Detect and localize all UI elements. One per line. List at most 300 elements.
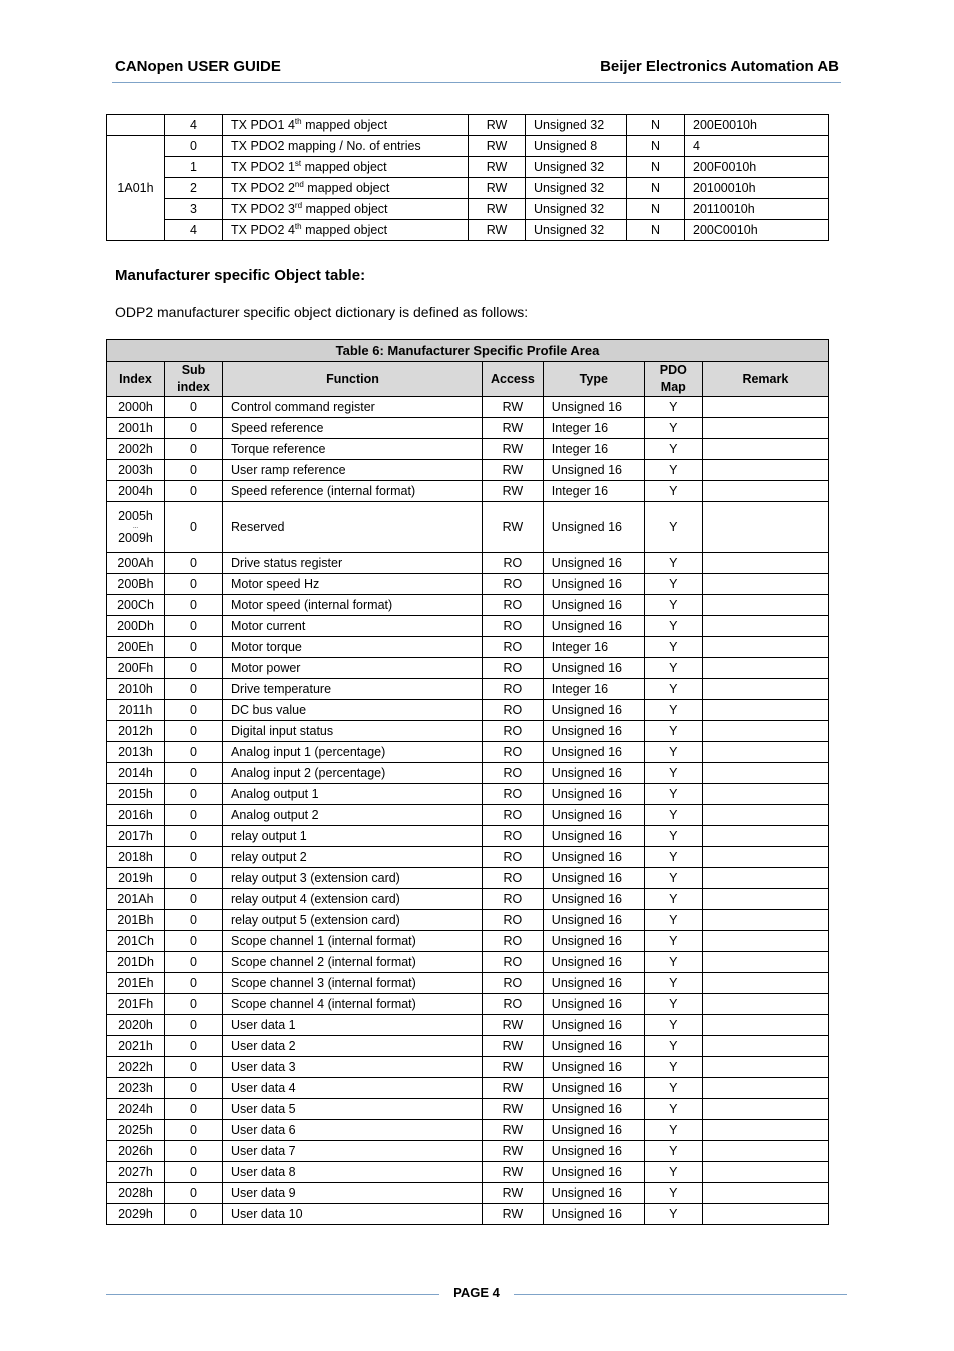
access-cell: RO (483, 679, 544, 700)
table-row (107, 1057, 829, 1078)
function-cell: Analog output 2 (223, 805, 483, 826)
pdo-cell: N (627, 115, 685, 136)
subindex-cell: 0 (165, 889, 223, 910)
type-cell: Unsigned 16 (543, 889, 644, 910)
subindex-cell: 0 (165, 502, 223, 553)
subindex-cell: 0 (165, 658, 223, 679)
index-cell: 2013h (107, 742, 165, 763)
function-cell: Motor speed (internal format) (223, 595, 483, 616)
remark-cell (702, 574, 828, 595)
access-cell: RO (483, 994, 544, 1015)
index-cell: 2010h (107, 679, 165, 700)
index-cell: 2003h (107, 460, 165, 481)
remark-cell (702, 910, 828, 931)
index-cell: 2016h (107, 805, 165, 826)
table-row (107, 637, 829, 658)
page-number: PAGE 4 (453, 1285, 500, 1300)
table-row (107, 742, 829, 763)
type-cell: Unsigned 16 (543, 721, 644, 742)
table-row (107, 481, 829, 502)
remark-cell (702, 952, 828, 973)
table-header-row (107, 362, 829, 397)
index-cell: 2012h (107, 721, 165, 742)
subindex-cell: 0 (165, 1036, 223, 1057)
subindex-cell: 0 (165, 994, 223, 1015)
remark-cell (702, 397, 828, 418)
index-cell: 2018h (107, 847, 165, 868)
remark-cell (702, 418, 828, 439)
index-cell: 2024h (107, 1099, 165, 1120)
subindex-cell: 0 (165, 742, 223, 763)
function-cell: TX PDO2 mapping / No. of entries (223, 136, 469, 157)
footer-divider-right (514, 1294, 847, 1295)
access-cell: RW (483, 439, 544, 460)
tx-pdo-mapping-table (106, 114, 829, 241)
access-cell: RW (483, 502, 544, 553)
table-row (107, 157, 829, 178)
table-row (107, 1015, 829, 1036)
subindex-cell: 0 (165, 1204, 223, 1225)
type-cell: Unsigned 16 (543, 700, 644, 721)
index-cell: 2014h (107, 763, 165, 784)
remark-cell (702, 931, 828, 952)
access-cell: RW (469, 157, 526, 178)
index-cell: 200Fh (107, 658, 165, 679)
remark-cell (702, 889, 828, 910)
access-cell: RW (483, 1036, 544, 1057)
table-row (107, 679, 829, 700)
header-subindex: Sub index (165, 362, 223, 397)
function-cell: relay output 5 (extension card) (223, 910, 483, 931)
type-cell: Unsigned 16 (543, 1036, 644, 1057)
function-cell: User data 9 (223, 1183, 483, 1204)
function-cell: Analog input 1 (percentage) (223, 742, 483, 763)
type-cell: Unsigned 32 (526, 178, 627, 199)
type-cell: Unsigned 16 (543, 1120, 644, 1141)
pdo-cell: N (627, 178, 685, 199)
function-cell: Speed reference (223, 418, 483, 439)
index-cell: 2025h (107, 1120, 165, 1141)
function-cell: Torque reference (223, 439, 483, 460)
subindex-cell: 0 (165, 1015, 223, 1036)
function-cell: relay output 1 (223, 826, 483, 847)
subindex-cell: 1 (165, 157, 223, 178)
access-cell: RO (483, 826, 544, 847)
table-row (107, 658, 829, 679)
access-cell: RW (469, 178, 526, 199)
function-cell: User data 1 (223, 1015, 483, 1036)
table-row (107, 616, 829, 637)
index-cell: 2026h (107, 1141, 165, 1162)
table-row (107, 136, 829, 157)
pdo-cell: Y (644, 679, 702, 700)
type-cell: Unsigned 16 (543, 1078, 644, 1099)
default-cell: 200C0010h (685, 220, 829, 241)
table-row (107, 784, 829, 805)
function-cell: TX PDO2 4th mapped object (223, 220, 469, 241)
index-cell: 2004h (107, 481, 165, 502)
access-cell: RW (483, 1078, 544, 1099)
index-cell: 200Bh (107, 574, 165, 595)
pdo-cell: Y (644, 973, 702, 994)
document-title: CANopen USER GUIDE (115, 58, 281, 75)
table-row (107, 397, 829, 418)
function-cell: Motor power (223, 658, 483, 679)
index-cell: 2019h (107, 868, 165, 889)
type-cell: Unsigned 32 (526, 157, 627, 178)
remark-cell (702, 994, 828, 1015)
index-cell: 2015h (107, 784, 165, 805)
subindex-cell: 0 (165, 418, 223, 439)
subindex-cell: 0 (165, 1078, 223, 1099)
subindex-cell: 0 (165, 679, 223, 700)
function-cell: Scope channel 2 (internal format) (223, 952, 483, 973)
type-cell: Unsigned 16 (543, 1183, 644, 1204)
intro-text: ODP2 manufacturer specific object dictionary is defined as follows: (115, 304, 529, 320)
index-cell: 2001h (107, 418, 165, 439)
remark-cell (702, 595, 828, 616)
subindex-cell: 2 (165, 178, 223, 199)
subindex-cell: 4 (165, 115, 223, 136)
pdo-cell: Y (644, 700, 702, 721)
table-row (107, 1120, 829, 1141)
function-cell: User data 2 (223, 1036, 483, 1057)
table-row (107, 1078, 829, 1099)
type-cell: Unsigned 16 (543, 397, 644, 418)
access-cell: RO (483, 805, 544, 826)
pdo-cell: Y (644, 502, 702, 553)
table-row (107, 220, 829, 241)
function-cell: User data 8 (223, 1162, 483, 1183)
type-cell: Unsigned 16 (543, 973, 644, 994)
table-row (107, 994, 829, 1015)
access-cell: RW (469, 199, 526, 220)
subindex-cell: 0 (165, 595, 223, 616)
pdo-cell: Y (644, 805, 702, 826)
table-row (107, 910, 829, 931)
table-row (107, 418, 829, 439)
table-row (107, 973, 829, 994)
remark-cell (702, 868, 828, 889)
pdo-cell: N (627, 136, 685, 157)
function-cell: User data 6 (223, 1120, 483, 1141)
type-cell: Unsigned 16 (543, 1057, 644, 1078)
pdo-cell: Y (644, 1057, 702, 1078)
type-cell: Unsigned 16 (543, 868, 644, 889)
function-cell: TX PDO2 2nd mapped object (223, 178, 469, 199)
function-cell: Drive temperature (223, 679, 483, 700)
type-cell: Integer 16 (543, 637, 644, 658)
pdo-cell: Y (644, 1099, 702, 1120)
pdo-cell: Y (644, 460, 702, 481)
type-cell: Unsigned 16 (543, 595, 644, 616)
subindex-cell: 0 (165, 1141, 223, 1162)
access-cell: RW (483, 1204, 544, 1225)
pdo-cell: Y (644, 847, 702, 868)
remark-cell (702, 439, 828, 460)
index-cell: 201Eh (107, 973, 165, 994)
access-cell: RO (483, 700, 544, 721)
type-cell: Unsigned 16 (543, 1141, 644, 1162)
index-cell: 2021h (107, 1036, 165, 1057)
type-cell: Unsigned 16 (543, 1204, 644, 1225)
pdo-cell: Y (644, 439, 702, 460)
subindex-cell: 0 (165, 868, 223, 889)
subindex-cell: 0 (165, 952, 223, 973)
access-cell: RO (483, 973, 544, 994)
index-cell: 201Dh (107, 952, 165, 973)
table-row (107, 1036, 829, 1057)
pdo-cell: N (627, 157, 685, 178)
table-row (107, 805, 829, 826)
index-cell: 201Ch (107, 931, 165, 952)
type-cell: Integer 16 (543, 418, 644, 439)
index-range-dots: ... (132, 524, 138, 530)
table-row (107, 178, 829, 199)
index-cell: 1A01h (107, 136, 165, 241)
remark-cell (702, 1204, 828, 1225)
function-cell: User data 4 (223, 1078, 483, 1099)
pdo-cell: Y (644, 868, 702, 889)
footer-divider-left (106, 1294, 439, 1295)
access-cell: RW (483, 418, 544, 439)
table-row (107, 847, 829, 868)
remark-cell (702, 763, 828, 784)
subindex-cell: 0 (165, 1183, 223, 1204)
remark-cell (702, 1120, 828, 1141)
subindex-cell: 0 (165, 847, 223, 868)
subindex-cell: 0 (165, 460, 223, 481)
table-row (107, 439, 829, 460)
pdo-cell: Y (644, 1036, 702, 1057)
remark-cell (702, 1183, 828, 1204)
type-cell: Unsigned 16 (543, 1099, 644, 1120)
type-cell: Unsigned 16 (543, 847, 644, 868)
function-cell: TX PDO2 3rd mapped object (223, 199, 469, 220)
remark-cell (702, 847, 828, 868)
subindex-cell: 0 (165, 574, 223, 595)
index-range-start: 2005h (118, 509, 153, 523)
pdo-cell: Y (644, 397, 702, 418)
type-cell: Unsigned 16 (543, 574, 644, 595)
access-cell: RW (469, 136, 526, 157)
remark-cell (702, 805, 828, 826)
access-cell: RO (483, 952, 544, 973)
type-cell: Unsigned 16 (543, 1162, 644, 1183)
index-cell: 2022h (107, 1057, 165, 1078)
table-row (107, 1099, 829, 1120)
function-cell: Speed reference (internal format) (223, 481, 483, 502)
index-cell: 2028h (107, 1183, 165, 1204)
pdo-cell: Y (644, 952, 702, 973)
pdo-cell: N (627, 199, 685, 220)
default-cell: 20100010h (685, 178, 829, 199)
table-row-reserved (107, 502, 829, 553)
function-cell: Motor torque (223, 637, 483, 658)
index-cell: 2029h (107, 1204, 165, 1225)
pdo-cell: Y (644, 763, 702, 784)
table-row (107, 868, 829, 889)
company-name: Beijer Electronics Automation AB (600, 58, 839, 75)
index-cell: 2023h (107, 1078, 165, 1099)
function-cell: Reserved (223, 502, 483, 553)
access-cell: RO (483, 742, 544, 763)
index-range-end: 2009h (118, 531, 153, 545)
table-row (107, 1141, 829, 1162)
pdo-cell: Y (644, 1078, 702, 1099)
remark-cell (702, 1099, 828, 1120)
remark-cell (702, 721, 828, 742)
remark-cell (702, 1057, 828, 1078)
type-cell: Unsigned 32 (526, 220, 627, 241)
remark-cell (702, 616, 828, 637)
pdo-cell: Y (644, 481, 702, 502)
access-cell: RW (483, 1141, 544, 1162)
remark-cell (702, 826, 828, 847)
function-cell: relay output 3 (extension card) (223, 868, 483, 889)
pdo-cell: Y (644, 889, 702, 910)
access-cell: RO (483, 574, 544, 595)
pdo-cell: Y (644, 595, 702, 616)
subindex-cell: 0 (165, 826, 223, 847)
index-cell: 200Ah (107, 553, 165, 574)
type-cell: Unsigned 16 (543, 784, 644, 805)
pdo-cell: Y (644, 553, 702, 574)
function-cell: Drive status register (223, 553, 483, 574)
table-row (107, 1162, 829, 1183)
type-cell: Unsigned 16 (543, 952, 644, 973)
default-cell: 20110010h (685, 199, 829, 220)
index-cell: 201Bh (107, 910, 165, 931)
remark-cell (702, 502, 828, 553)
pdo-cell: Y (644, 574, 702, 595)
function-cell: User data 10 (223, 1204, 483, 1225)
type-cell: Unsigned 16 (543, 805, 644, 826)
function-cell: Scope channel 1 (internal format) (223, 931, 483, 952)
subindex-cell: 0 (165, 910, 223, 931)
function-cell: Scope channel 3 (internal format) (223, 973, 483, 994)
table-row (107, 199, 829, 220)
subindex-cell: 0 (165, 700, 223, 721)
pdo-cell: Y (644, 1183, 702, 1204)
table-row (107, 1204, 829, 1225)
subindex-cell: 0 (165, 1162, 223, 1183)
table-row (107, 115, 829, 136)
pdo-cell: Y (644, 1015, 702, 1036)
index-cell: 200Eh (107, 637, 165, 658)
index-cell: 2000h (107, 397, 165, 418)
subindex-cell: 0 (165, 721, 223, 742)
index-cell: 2011h (107, 700, 165, 721)
access-cell: RW (483, 1057, 544, 1078)
remark-cell (702, 1036, 828, 1057)
subindex-cell: 0 (165, 805, 223, 826)
pdo-cell: Y (644, 1141, 702, 1162)
remark-cell (702, 784, 828, 805)
table-row (107, 1183, 829, 1204)
function-cell: TX PDO1 4th mapped object (223, 115, 469, 136)
header-remark: Remark (702, 362, 828, 397)
table-row (107, 460, 829, 481)
pdo-cell: Y (644, 742, 702, 763)
type-cell: Unsigned 32 (526, 115, 627, 136)
subindex-cell: 3 (165, 199, 223, 220)
access-cell: RO (483, 889, 544, 910)
type-cell: Integer 16 (543, 679, 644, 700)
table-row (107, 763, 829, 784)
pdo-cell: Y (644, 1120, 702, 1141)
manufacturer-profile-table (106, 339, 829, 1225)
type-cell: Unsigned 16 (543, 1015, 644, 1036)
subindex-cell: 0 (165, 397, 223, 418)
function-cell: User data 3 (223, 1057, 483, 1078)
access-cell: RO (483, 637, 544, 658)
type-cell: Unsigned 16 (543, 910, 644, 931)
function-cell: User data 7 (223, 1141, 483, 1162)
access-cell: RW (483, 1120, 544, 1141)
default-cell: 200F0010h (685, 157, 829, 178)
default-cell: 4 (685, 136, 829, 157)
subindex-cell: 0 (165, 637, 223, 658)
pdo-cell: Y (644, 658, 702, 679)
header-index: Index (107, 362, 165, 397)
function-cell: Analog output 1 (223, 784, 483, 805)
header-pdo-map: PDO Map (644, 362, 702, 397)
function-cell: Scope channel 4 (internal format) (223, 994, 483, 1015)
table-row (107, 826, 829, 847)
index-cell (107, 115, 165, 136)
type-cell: Integer 16 (543, 439, 644, 460)
subindex-cell: 0 (165, 973, 223, 994)
pdo-cell: Y (644, 994, 702, 1015)
subindex-cell: 0 (165, 1057, 223, 1078)
function-cell: User data 5 (223, 1099, 483, 1120)
index-cell: 2017h (107, 826, 165, 847)
remark-cell (702, 1015, 828, 1036)
function-cell: Control command register (223, 397, 483, 418)
default-cell: 200E0010h (685, 115, 829, 136)
table-row (107, 889, 829, 910)
type-cell: Unsigned 16 (543, 616, 644, 637)
access-cell: RW (483, 1015, 544, 1036)
header-access: Access (483, 362, 544, 397)
remark-cell (702, 973, 828, 994)
type-cell: Unsigned 16 (543, 994, 644, 1015)
table-row (107, 952, 829, 973)
function-cell: Motor current (223, 616, 483, 637)
access-cell: RO (483, 910, 544, 931)
pdo-cell: Y (644, 637, 702, 658)
access-cell: RW (483, 1183, 544, 1204)
table-caption: Table 6: Manufacturer Specific Profile Area (107, 340, 829, 362)
function-cell: Analog input 2 (percentage) (223, 763, 483, 784)
access-cell: RW (469, 220, 526, 241)
section-title: Manufacturer specific Object table: (115, 267, 366, 284)
index-cell: 201Ah (107, 889, 165, 910)
function-cell: Motor speed Hz (223, 574, 483, 595)
remark-cell (702, 658, 828, 679)
access-cell: RW (483, 1099, 544, 1120)
index-cell (107, 502, 165, 553)
access-cell: RO (483, 868, 544, 889)
access-cell: RO (483, 931, 544, 952)
pdo-cell: Y (644, 1204, 702, 1225)
type-cell: Unsigned 16 (543, 763, 644, 784)
subindex-cell: 0 (165, 616, 223, 637)
access-cell: RW (483, 481, 544, 502)
table-caption-row (107, 340, 829, 362)
remark-cell (702, 700, 828, 721)
